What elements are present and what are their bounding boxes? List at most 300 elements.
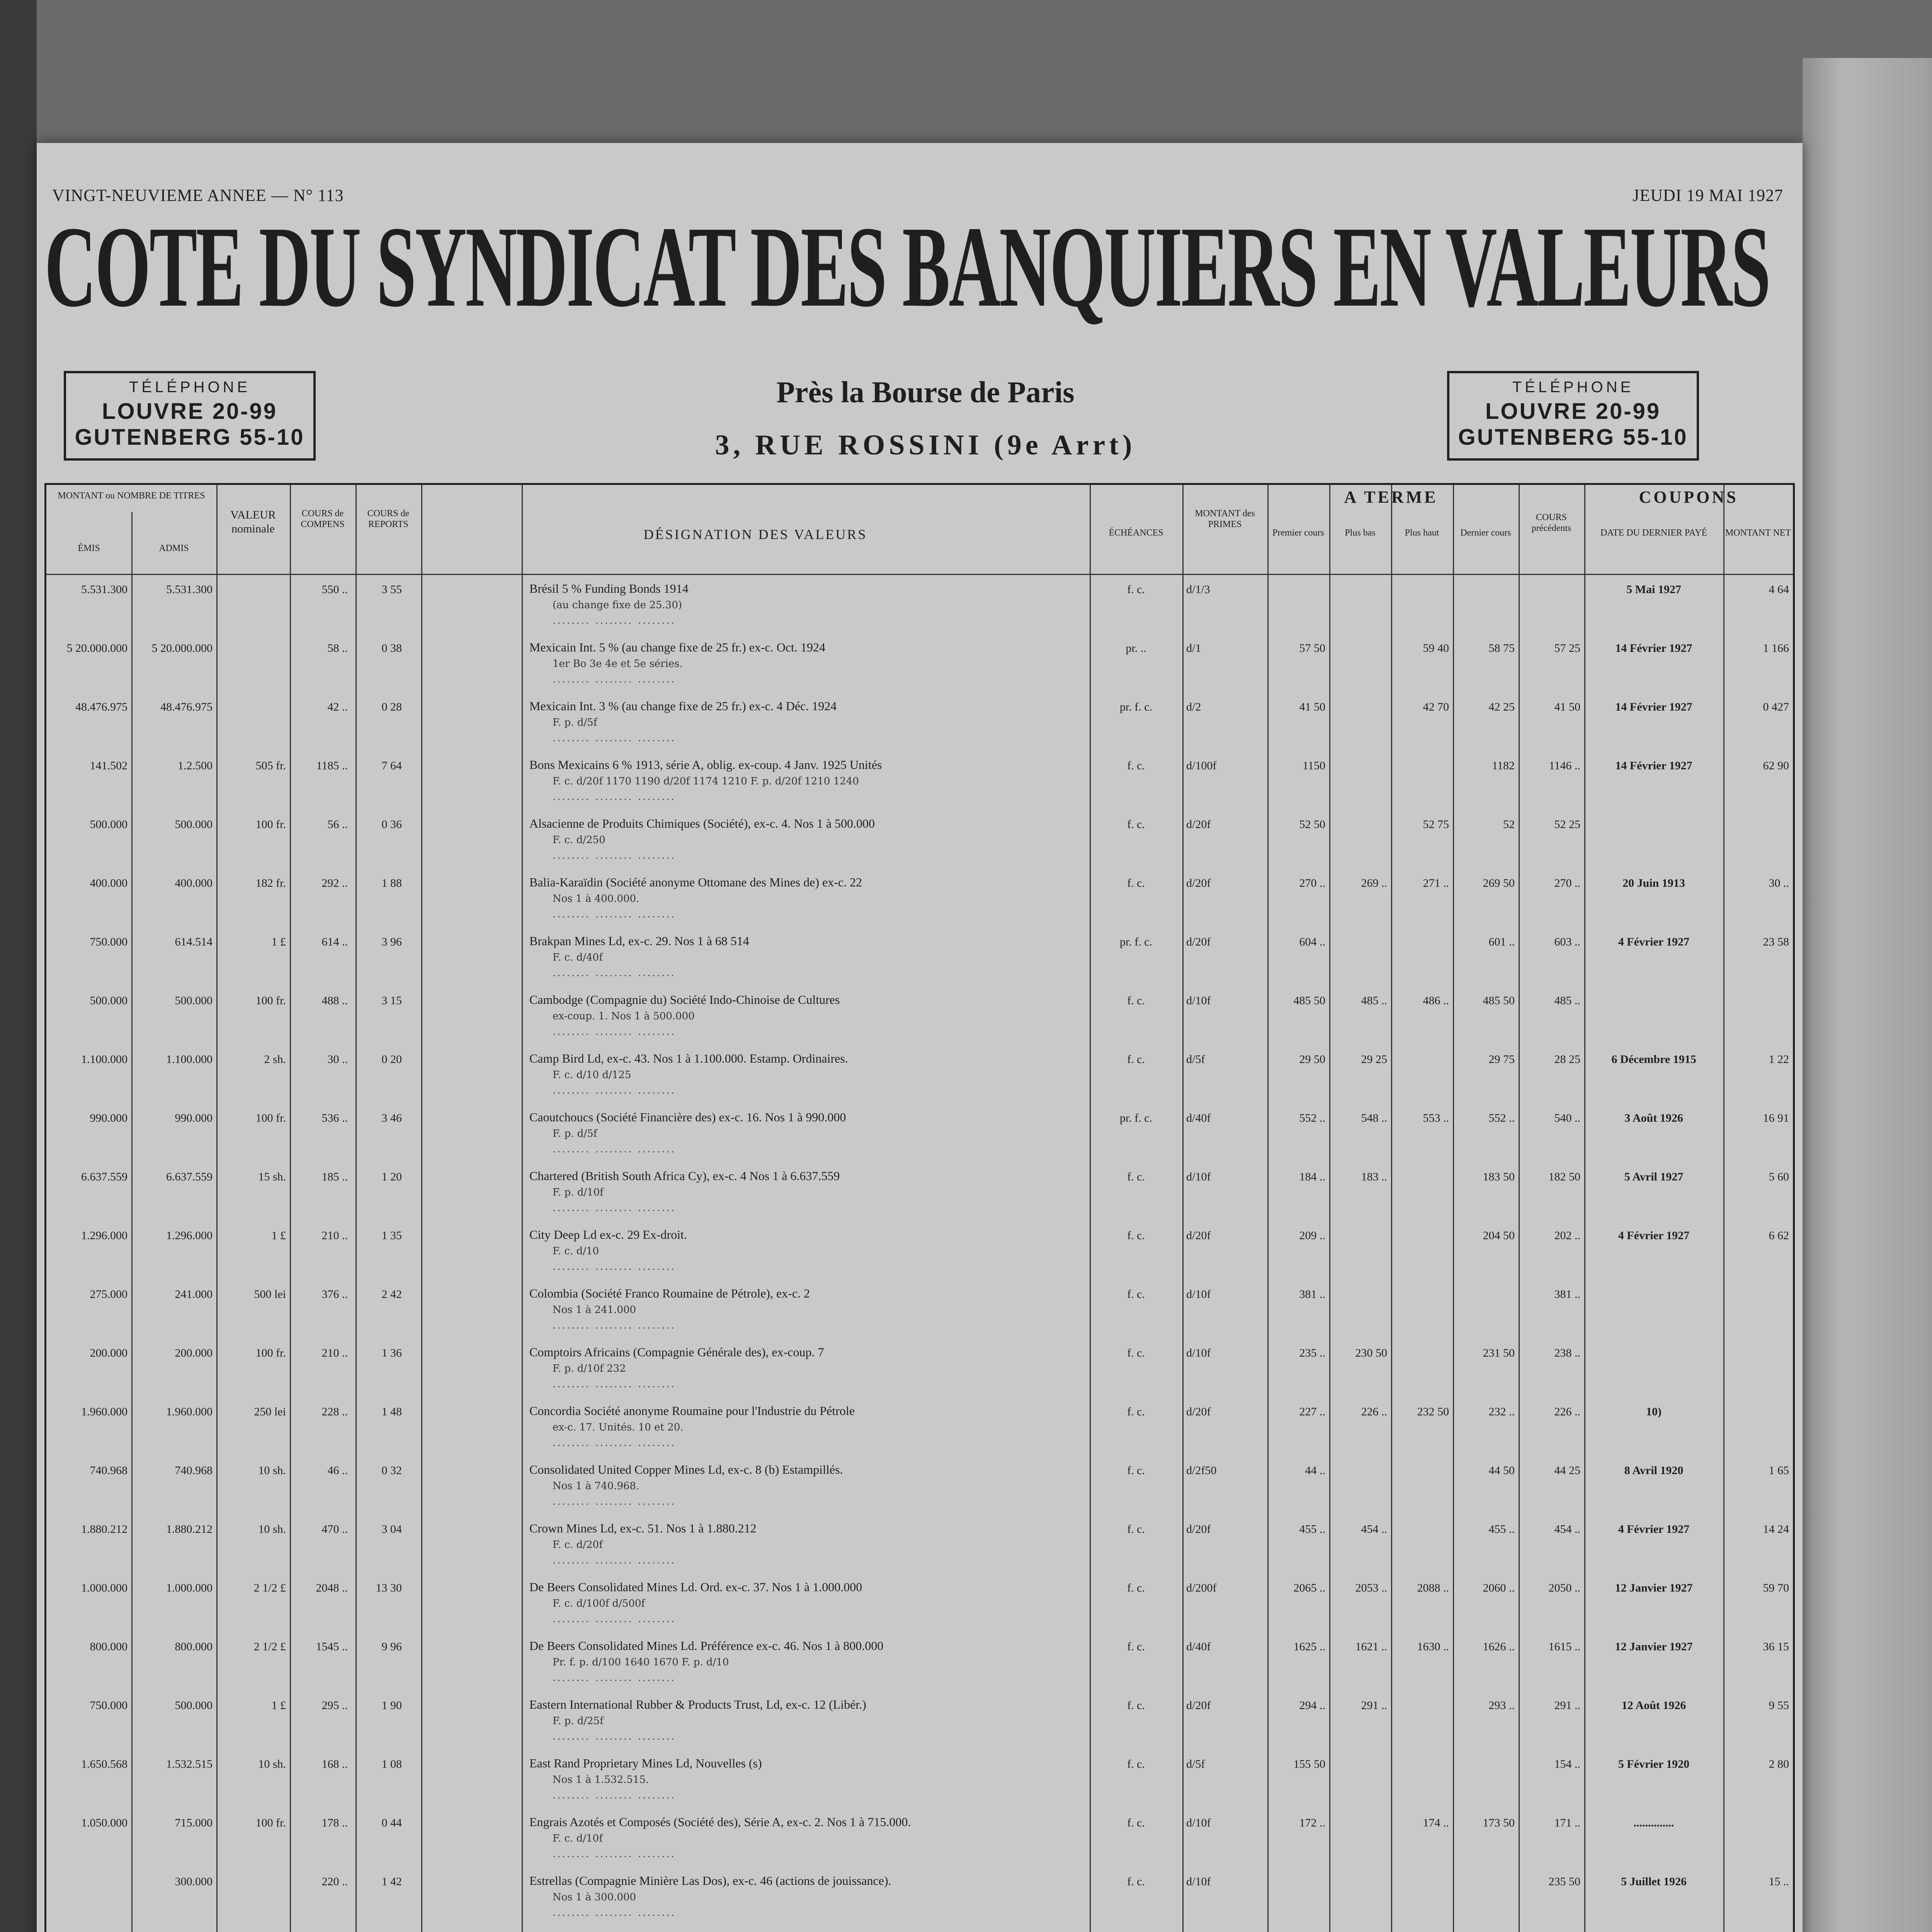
masthead-text: COTE DU SYNDICAT DES BANQUIERS EN VALEURS: [44, 205, 1770, 328]
cell-coupon-net: 1 166: [1763, 642, 1789, 655]
cell-dernier: 269 50: [1483, 877, 1515, 889]
table-row: [46, 1756, 1793, 1818]
table-row: [46, 1874, 1793, 1932]
leader-dots: ........ ........ ........: [553, 1320, 676, 1331]
table-row: [46, 1110, 1793, 1172]
cell-designation-detail: Nos 1 à 241.000: [553, 1304, 636, 1316]
table-row: [46, 1463, 1793, 1524]
cell-rep: 0 28: [381, 701, 402, 713]
cell-rep: 2 42: [381, 1288, 402, 1301]
cell-prec: 381 ..: [1554, 1288, 1580, 1301]
cell-designation: Eastern International Rubber & Products Trust, Ld, ex-c. 12 (Libér.): [529, 1697, 866, 1711]
cell-coupon-date: 14 Février 1927: [1615, 701, 1692, 713]
cell-prec: 270 ..: [1554, 877, 1580, 889]
cell-comp: 210 ..: [321, 1229, 348, 1242]
cell-comp: 228 ..: [321, 1405, 348, 1418]
cell-emis: 200.000: [90, 1347, 128, 1359]
cell-nominal: 2 1/2 £: [253, 1640, 286, 1653]
cell-prime: d/5f: [1186, 1758, 1205, 1770]
cell-dernier: 204 50: [1483, 1229, 1515, 1242]
cell-rep: 0 44: [381, 1816, 402, 1829]
leader-dots: ........ ........ ........: [553, 1143, 676, 1155]
cell-prec: 1146 ..: [1549, 759, 1580, 772]
table-row: [46, 1169, 1793, 1231]
leader-dots: ........ ........ ........: [553, 1496, 676, 1507]
hdr-cours-prec: COURS précédents: [1531, 512, 1571, 533]
cell-echeance: pr. f. c.: [1119, 935, 1153, 948]
leader-dots: ........ ........ ........: [553, 1789, 676, 1801]
cell-rep: 3 15: [381, 994, 402, 1007]
cell-premier: 381 ..: [1299, 1288, 1325, 1301]
cell-coupon-net: 14 24: [1763, 1523, 1789, 1536]
masthead-title: [44, 205, 1795, 328]
cell-premier: 2065 ..: [1293, 1582, 1325, 1594]
cell-nominal: 500 lei: [254, 1288, 286, 1301]
cell-designation-detail: F. p. d/5f: [553, 1128, 597, 1139]
hdr-valeur: VALEUR nominale: [230, 509, 276, 535]
cell-prime: d/20f: [1186, 1229, 1211, 1242]
hdr-coupons: COUPONS: [1639, 488, 1738, 507]
cell-coupon-date: 5 Mai 1927: [1626, 583, 1681, 596]
cell-prec: 226 ..: [1554, 1405, 1580, 1418]
cell-dernier: 552 ..: [1488, 1112, 1515, 1124]
cell-admis: 614.514: [175, 935, 213, 948]
phone-louvre: LOUVRE 20-99: [1485, 399, 1661, 424]
cell-emis: 1.296.000: [81, 1229, 128, 1242]
cell-echeance: f. c.: [1127, 1816, 1145, 1829]
cell-comp: 30 ..: [327, 1053, 348, 1066]
cell-prec: 235 50: [1548, 1875, 1580, 1888]
cell-nominal: 1 £: [271, 1699, 286, 1712]
cell-comp: 1185 ..: [316, 759, 348, 772]
cell-dernier: 485 50: [1483, 994, 1515, 1007]
phone-louvre: LOUVRE 20-99: [102, 399, 278, 424]
cell-prec: 2050 ..: [1548, 1582, 1580, 1594]
cell-admis: 1.532.515: [166, 1758, 213, 1770]
cell-admis: 300.000: [175, 1875, 213, 1888]
cell-nominal: 250 lei: [254, 1405, 286, 1418]
hdr-emis: ÉMIS: [78, 543, 100, 553]
cell-nominal: 2 1/2 £: [253, 1582, 286, 1594]
cell-designation: Camp Bird Ld, ex-c. 43. Nos 1 à 1.100.000. Estamp. Ordinaires.: [529, 1051, 848, 1065]
cell-coupon-date: ..............: [1633, 1816, 1674, 1829]
cell-admis: 1.296.000: [166, 1229, 213, 1242]
hdr-cours-comp: COURS de COMPENS: [301, 509, 345, 529]
cell-coupon-net: 1 22: [1769, 1053, 1789, 1066]
cell-designation: East Rand Proprietary Mines Ld, Nouvelles (s): [529, 1756, 762, 1770]
cell-plus-bas: 183 ..: [1361, 1170, 1387, 1183]
cell-premier: 604 ..: [1299, 935, 1325, 948]
cell-nominal: 1 £: [271, 935, 286, 948]
cell-designation: Chartered (British South Africa Cy), ex-c. 4 Nos 1 à 6.637.559: [529, 1169, 840, 1183]
hdr-primes: MONTANT des PRIMES: [1195, 509, 1255, 529]
cell-rep: 1 08: [381, 1758, 402, 1770]
cell-prec: 1615 ..: [1548, 1640, 1580, 1653]
cell-comp: 536 ..: [321, 1112, 348, 1124]
header-rule: [46, 574, 1793, 575]
cell-nominal: 2 sh.: [264, 1053, 286, 1066]
cell-prime: d/100f: [1186, 759, 1217, 772]
cell-comp: 56 ..: [327, 818, 348, 831]
cell-prec: 52 25: [1554, 818, 1580, 831]
leader-dots: ........ ........ ........: [553, 908, 676, 920]
cell-designation-detail: F. c. d/250: [553, 834, 605, 846]
cell-coupon-date: 12 Janvier 1927: [1615, 1582, 1693, 1594]
cell-rep: 3 55: [381, 583, 402, 596]
cell-rep: 0 32: [381, 1464, 402, 1477]
leader-dots: ........ ........ ........: [553, 1085, 676, 1096]
cell-dernier: 231 50: [1483, 1347, 1515, 1359]
table-row: [46, 582, 1793, 643]
cell-prime: d/200f: [1186, 1582, 1217, 1594]
cell-coupon-date: 8 Avril 1920: [1624, 1464, 1684, 1477]
cell-nominal: 15 sh.: [258, 1170, 286, 1183]
cell-admis: 1.880.212: [166, 1523, 213, 1536]
cell-prec: 291 ..: [1554, 1699, 1580, 1712]
cell-comp: 178 ..: [321, 1816, 348, 1829]
hdr-plus-haut: Plus haut: [1405, 528, 1439, 538]
cell-admis: 1.000.000: [166, 1582, 213, 1594]
cell-admis: 500.000: [175, 1699, 213, 1712]
hdr-plus-bas: Plus bas: [1345, 528, 1376, 538]
cell-designation: City Deep Ld ex-c. 29 Ex-droit.: [529, 1228, 687, 1242]
cell-plus-bas: 226 ..: [1361, 1405, 1387, 1418]
cell-echeance: f. c.: [1127, 1699, 1145, 1712]
cell-designation: Mexicain Int. 3 % (au change fixe de 25 fr.) ex-c. 4 Déc. 1924: [529, 699, 837, 713]
cell-premier: 235 ..: [1299, 1347, 1325, 1359]
cell-coupon-date: 6 Décembre 1915: [1611, 1053, 1696, 1066]
cell-coupon-date: 4 Février 1927: [1618, 1523, 1690, 1536]
cell-plus-haut: 52 75: [1423, 818, 1449, 831]
cell-designation: Cambodge (Compagnie du) Société Indo-Chinoise de Cultures: [529, 993, 840, 1007]
cell-emis: 1.050.000: [81, 1816, 128, 1829]
leader-dots: ........ ........ ........: [553, 1554, 676, 1566]
cell-designation: Estrellas (Compagnie Minière Las Dos), ex-c. 46 (actions de jouissance).: [529, 1874, 891, 1888]
hdr-a-terme: A TERME: [1344, 488, 1438, 507]
cell-coupon-net: 6 62: [1769, 1229, 1789, 1242]
cell-echeance: f. c.: [1127, 1758, 1145, 1770]
leader-dots: ........ ........ ........: [553, 1026, 676, 1037]
cell-prime: d/2: [1186, 701, 1201, 713]
cell-echeance: f. c.: [1127, 1582, 1145, 1594]
cell-prime: d/10f: [1186, 994, 1211, 1007]
cell-prec: 44 25: [1554, 1464, 1580, 1477]
leader-dots: ........ ........ ........: [553, 673, 676, 685]
cell-coupon-net: 23 58: [1763, 935, 1789, 948]
cell-designation-detail: F. p. d/25f: [553, 1715, 604, 1727]
cell-plus-haut: 271 ..: [1423, 877, 1449, 889]
quotation-table: [44, 483, 1795, 1932]
table-row: [46, 1345, 1793, 1407]
hdr-cours-rep: COURS de REPORTS: [367, 509, 410, 529]
cell-emis: 275.000: [90, 1288, 128, 1301]
cell-prec: 603 ..: [1554, 935, 1580, 948]
cell-rep: 1 35: [381, 1229, 402, 1242]
cell-designation-detail: Nos 1 à 1.532.515.: [553, 1774, 649, 1786]
cell-premier: 209 ..: [1299, 1229, 1325, 1242]
cell-comp: 470 ..: [321, 1523, 348, 1536]
table-row: [46, 1286, 1793, 1348]
cell-premier: 172 ..: [1299, 1816, 1325, 1829]
cell-designation: Brakpan Mines Ld, ex-c. 29. Nos 1 à 68 514: [529, 934, 749, 948]
cell-prec: 485 ..: [1554, 994, 1580, 1007]
cell-designation: Crown Mines Ld, ex-c. 51. Nos 1 à 1.880.212: [529, 1521, 757, 1535]
cell-echeance: f. c.: [1127, 818, 1145, 831]
cell-premier: 270 ..: [1299, 877, 1325, 889]
cell-plus-haut: 42 70: [1423, 701, 1449, 713]
cell-prec: 171 ..: [1554, 1816, 1580, 1829]
table-row: [46, 640, 1793, 702]
cell-nominal: 100 fr.: [255, 994, 286, 1007]
cell-designation: De Beers Consolidated Mines Ld. Préférence ex-c. 46. Nos 1 à 800.000: [529, 1639, 884, 1653]
cell-emis: 5 20.000.000: [66, 642, 128, 655]
cell-echeance: f. c.: [1127, 994, 1145, 1007]
cell-designation-detail: F. c. d/20f: [553, 1539, 603, 1551]
phone-gutenberg: GUTENBERG 55-10: [1458, 425, 1688, 450]
cell-rep: 3 04: [381, 1523, 402, 1536]
leader-dots: ........ ........ ........: [553, 1378, 676, 1390]
cell-echeance: f. c.: [1127, 1053, 1145, 1066]
leader-dots: ........ ........ ........: [553, 1848, 676, 1860]
cell-designation-detail: F. c. d/20f 1170 1190 d/20f 1174 1210 F. p. d/20f 1210 1240: [553, 776, 859, 787]
cell-premier: 29 50: [1299, 1053, 1325, 1066]
cell-coupon-net: 1 65: [1769, 1464, 1789, 1477]
cell-admis: 1.960.000: [166, 1405, 213, 1418]
cell-admis: 740.968: [175, 1464, 213, 1477]
cell-dernier: 1626 ..: [1483, 1640, 1515, 1653]
cell-emis: 1.650.568: [81, 1758, 128, 1770]
cell-echeance: pr. ..: [1126, 642, 1146, 655]
leader-dots: ........ ........ ........: [553, 1907, 676, 1918]
cell-dernier: 293 ..: [1488, 1699, 1515, 1712]
cell-coupon-net: 5 60: [1769, 1170, 1789, 1183]
cell-echeance: f. c.: [1127, 759, 1145, 772]
cell-coupon-date: 4 Février 1927: [1618, 935, 1690, 948]
cell-prime: d/20f: [1186, 1523, 1211, 1536]
cell-prime: d/20f: [1186, 877, 1211, 889]
cell-rep: 1 90: [381, 1699, 402, 1712]
table-row: [46, 1580, 1793, 1642]
cell-emis: 1.100.000: [81, 1053, 128, 1066]
cell-coupon-date: 5 Février 1920: [1618, 1758, 1690, 1770]
cell-premier: 41 50: [1299, 701, 1325, 713]
cell-designation: Brésil 5 % Funding Bonds 1914: [529, 582, 689, 595]
table-row: [46, 875, 1793, 937]
leader-dots: ........ ........ ........: [553, 1613, 676, 1625]
cell-rep: 7 64: [381, 759, 402, 772]
cell-rep: 1 20: [381, 1170, 402, 1183]
cell-coupon-date: 20 Juin 1913: [1622, 877, 1685, 889]
cell-emis: 1.000.000: [81, 1582, 128, 1594]
cell-designation: Comptoirs Africains (Compagnie Générale des), ex-coup. 7: [529, 1345, 824, 1359]
cell-emis: 740.968: [90, 1464, 128, 1477]
cell-prime: d/10f: [1186, 1347, 1211, 1359]
cell-echeance: f. c.: [1127, 1875, 1145, 1888]
cell-echeance: f. c.: [1127, 1405, 1145, 1418]
cell-comp: 376 ..: [321, 1288, 348, 1301]
cell-plus-haut: 2088 ..: [1417, 1582, 1449, 1594]
cell-echeance: f. c.: [1127, 1523, 1145, 1536]
cell-plus-bas: 1621 ..: [1355, 1640, 1387, 1653]
cell-coupon-net: 0 427: [1763, 701, 1789, 713]
newspaper-page: [37, 143, 1803, 1932]
table-row: [46, 816, 1793, 878]
cell-premier: 155 50: [1293, 1758, 1325, 1770]
cell-admis: 5.531.300: [166, 583, 213, 596]
cell-coupon-net: 9 55: [1769, 1699, 1789, 1712]
cell-dernier: 183 50: [1483, 1170, 1515, 1183]
book-binding: [0, 0, 37, 1932]
cell-emis: 6.637.559: [81, 1170, 128, 1183]
cell-designation-detail: ex-coup. 1. Nos 1 à 500.000: [553, 1010, 695, 1022]
cell-prime: d/40f: [1186, 1112, 1211, 1124]
cell-rep: 9 96: [381, 1640, 402, 1653]
cell-premier: 1150: [1303, 759, 1325, 772]
leader-dots: ........ ........ ........: [553, 1672, 676, 1684]
cell-designation: De Beers Consolidated Mines Ld. Ord. ex-c. 37. Nos 1 à 1.000.000: [529, 1580, 862, 1594]
cell-prime: d/20f: [1186, 1699, 1211, 1712]
table-row: [46, 1404, 1793, 1466]
cell-designation-detail: F. c. d/100f d/500f: [553, 1598, 645, 1609]
leader-dots: ........ ........ ........: [553, 1261, 676, 1272]
hdr-montant-net: MONTANT NET: [1725, 528, 1791, 538]
cell-rep: 1 48: [381, 1405, 402, 1418]
cell-prec: 57 25: [1554, 642, 1580, 655]
cell-nominal: 100 fr.: [255, 1816, 286, 1829]
hdr-dernier: Dernier cours: [1460, 528, 1511, 538]
phone-label: TÉLÉPHONE: [129, 379, 251, 396]
cell-echeance: f. c.: [1127, 1288, 1145, 1301]
cell-echeance: f. c.: [1127, 1640, 1145, 1653]
cell-dernier: 455 ..: [1488, 1523, 1515, 1536]
table-row: [46, 1697, 1793, 1759]
cell-designation-detail: F. p. d/10f: [553, 1187, 604, 1198]
table-row: [46, 1521, 1793, 1583]
cell-prec: 154 ..: [1554, 1758, 1580, 1770]
cell-dernier: 601 ..: [1488, 935, 1515, 948]
phone-box-left: [64, 371, 316, 461]
cell-designation-detail: F. p. d/5f: [553, 717, 597, 728]
cell-emis: 1.880.212: [81, 1523, 128, 1536]
cell-prime: d/10f: [1186, 1288, 1211, 1301]
cell-designation-detail: Nos 1 à 400.000.: [553, 893, 639, 905]
table-row: [46, 758, 1793, 820]
page-stack-edge: [1803, 58, 1932, 1932]
cell-designation: Engrais Azotés et Composés (Société des), Série A, ex-c. 2. Nos 1 à 715.000.: [529, 1815, 911, 1829]
cell-admis: 990.000: [175, 1112, 213, 1124]
cell-plus-haut: 232 50: [1417, 1405, 1449, 1418]
cell-echeance: pr. f. c.: [1119, 701, 1153, 713]
cell-plus-bas: 269 ..: [1361, 877, 1387, 889]
cell-dernier: 2060 ..: [1483, 1582, 1515, 1594]
cell-comp: 42 ..: [327, 701, 348, 713]
cell-coupon-date: 12 Août 1926: [1621, 1699, 1686, 1712]
cell-designation-detail: 1er Bo 3e 4e et 5e séries.: [553, 658, 683, 670]
phone-box-right: [1447, 371, 1699, 461]
cell-comp: 550 ..: [321, 583, 348, 596]
cell-nominal: 100 fr.: [255, 818, 286, 831]
cell-emis: 750.000: [90, 1699, 128, 1712]
cell-coupon-net: 16 91: [1763, 1112, 1789, 1124]
cell-coupon-net: 36 15: [1763, 1640, 1789, 1653]
cell-nominal: 10 sh.: [258, 1523, 286, 1536]
leader-dots: ........ ........ ........: [553, 1202, 676, 1214]
cell-coupon-net: 2 80: [1769, 1758, 1789, 1770]
cell-comp: 46 ..: [327, 1464, 348, 1477]
cell-coupon-net: 4 64: [1769, 583, 1789, 596]
cell-coupon-date: 5 Juillet 1926: [1621, 1875, 1687, 1888]
cell-nominal: 10 sh.: [258, 1758, 286, 1770]
table-row: [46, 699, 1793, 761]
cell-dernier: 232 ..: [1488, 1405, 1515, 1418]
cell-premier: 552 ..: [1299, 1112, 1325, 1124]
cell-premier: 57 50: [1299, 642, 1325, 655]
cell-plus-haut: 59 40: [1423, 642, 1449, 655]
cell-nominal: 10 sh.: [258, 1464, 286, 1477]
hdr-designation: DÉSIGNATION DES VALEURS: [643, 527, 867, 542]
leader-dots: ........ ........ ........: [553, 791, 676, 803]
table-row: [46, 1815, 1793, 1877]
cell-coupon-net: 15 ..: [1769, 1875, 1789, 1888]
cell-designation: Colombia (Société Franco Roumaine de Pétrole), ex-c. 2: [529, 1286, 810, 1300]
cell-comp: 58 ..: [327, 642, 348, 655]
leader-dots: ........ ........ ........: [553, 967, 676, 979]
cell-coupon-date: 5 Avril 1927: [1624, 1170, 1684, 1183]
cell-prec: 202 ..: [1554, 1229, 1580, 1242]
cell-emis: 990.000: [90, 1112, 128, 1124]
cell-designation-detail: Nos 1 à 300.000: [553, 1891, 636, 1903]
subtitle: Près la Bourse de Paris: [776, 375, 1075, 409]
cell-plus-haut: 1630 ..: [1417, 1640, 1449, 1653]
cell-designation-detail: ex-c. 17. Unités. 10 et 20.: [553, 1422, 684, 1433]
leader-dots: ........ ........ ........: [553, 1731, 676, 1742]
cell-premier: 227 ..: [1299, 1405, 1325, 1418]
cell-admis: 500.000: [175, 994, 213, 1007]
cell-coupon-date: 3 Août 1926: [1624, 1112, 1683, 1124]
cell-comp: 1545 ..: [316, 1640, 348, 1653]
table-row: [46, 993, 1793, 1054]
cell-designation: Balia-Karaïdin (Société anonyme Ottomane des Mines de) ex-c. 22: [529, 875, 862, 889]
cell-dernier: 58 75: [1488, 642, 1515, 655]
hdr-premier: Premier cours: [1272, 528, 1324, 538]
cell-premier: 44 ..: [1305, 1464, 1325, 1477]
cell-prime: d/40f: [1186, 1640, 1211, 1653]
phone-gutenberg: GUTENBERG 55-10: [75, 425, 305, 450]
issue-date: JEUDI 19 MAI 1927: [1633, 186, 1783, 205]
cell-comp: 220 ..: [321, 1875, 348, 1888]
cell-emis: 750.000: [90, 935, 128, 948]
cell-echeance: f. c.: [1127, 1170, 1145, 1183]
issue-number: VINGT-NEUVIEME ANNEE — N° 113: [52, 186, 344, 205]
cell-premier: 1625 ..: [1293, 1640, 1325, 1653]
cell-prime: d/1/3: [1186, 583, 1210, 596]
cell-echeance: f. c.: [1127, 1229, 1145, 1242]
cell-prime: d/20f: [1186, 935, 1211, 948]
cell-echeance: f. c.: [1127, 877, 1145, 889]
cell-echeance: f. c.: [1127, 1347, 1145, 1359]
cell-emis: 400.000: [90, 877, 128, 889]
cell-coupon-net: 62 90: [1763, 759, 1789, 772]
cell-comp: 2048 ..: [316, 1582, 348, 1594]
cell-designation-detail: Pr. f. p. d/100 1640 1670 F. p. d/10: [553, 1656, 729, 1668]
cell-dernier: 52: [1503, 818, 1515, 831]
cell-comp: 185 ..: [321, 1170, 348, 1183]
address: 3, RUE ROSSINI (9e Arrt): [715, 429, 1136, 461]
cell-prec: 28 25: [1554, 1053, 1580, 1066]
cell-premier: 485 50: [1293, 994, 1325, 1007]
cell-admis: 200.000: [175, 1347, 213, 1359]
cell-prime: d/10f: [1186, 1170, 1211, 1183]
